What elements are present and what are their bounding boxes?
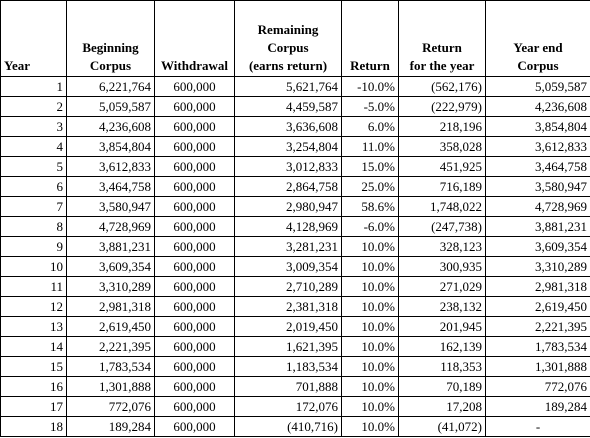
cell-return-for-year: 17,208 xyxy=(399,397,486,417)
cell-return-for-year: 238,132 xyxy=(399,297,486,317)
cell-remaining-corpus: 2,381,318 xyxy=(235,297,342,317)
header-withdrawal: Withdrawal xyxy=(155,1,235,77)
cell-withdrawal: 600,000 xyxy=(155,157,235,177)
cell-year-end-corpus: 4,728,969 xyxy=(486,197,590,217)
cell-year: 10 xyxy=(1,257,67,277)
cell-return-for-year: 300,935 xyxy=(399,257,486,277)
cell-year-end-corpus: 3,612,833 xyxy=(486,137,590,157)
cell-remaining-corpus: 172,076 xyxy=(235,397,342,417)
cell-return-for-year: 218,196 xyxy=(399,117,486,137)
cell-withdrawal: 600,000 xyxy=(155,217,235,237)
cell-remaining-corpus: 5,621,764 xyxy=(235,77,342,97)
cell-year-end-corpus: 2,619,450 xyxy=(486,297,590,317)
cell-year-end-corpus: 3,881,231 xyxy=(486,217,590,237)
cell-year: 12 xyxy=(1,297,67,317)
cell-return-for-year: (562,176) xyxy=(399,77,486,97)
cell-year: 5 xyxy=(1,157,67,177)
table-row xyxy=(1,317,590,337)
cell-withdrawal: 600,000 xyxy=(155,357,235,377)
cell-beginning-corpus: 1,301,888 xyxy=(67,377,155,397)
table-row xyxy=(1,377,590,397)
cell-return-for-year: 118,353 xyxy=(399,357,486,377)
cell-return-for-year: 1,748,022 xyxy=(399,197,486,217)
table-row xyxy=(1,297,590,317)
table-row xyxy=(1,177,590,197)
table-row xyxy=(1,217,590,237)
cell-year: 15 xyxy=(1,357,67,377)
cell-year: 6 xyxy=(1,177,67,197)
cell-withdrawal: 600,000 xyxy=(155,137,235,157)
cell-year-end-corpus: 1,783,534 xyxy=(486,337,590,357)
cell-return-for-year: 716,189 xyxy=(399,177,486,197)
table-row xyxy=(1,237,590,257)
cell-return: 10.0% xyxy=(342,397,399,417)
cell-year-end-corpus: 2,981,318 xyxy=(486,277,590,297)
cell-year: 11 xyxy=(1,277,67,297)
cell-return: 10.0% xyxy=(342,357,399,377)
cell-beginning-corpus: 6,221,764 xyxy=(67,77,155,97)
cell-return-for-year: (222,979) xyxy=(399,97,486,117)
cell-remaining-corpus: 2,710,289 xyxy=(235,277,342,297)
cell-return: -5.0% xyxy=(342,97,399,117)
cell-return: 11.0% xyxy=(342,137,399,157)
cell-withdrawal: 600,000 xyxy=(155,177,235,197)
cell-beginning-corpus: 3,580,947 xyxy=(67,197,155,217)
table-row xyxy=(1,77,590,97)
cell-return-for-year: 271,029 xyxy=(399,277,486,297)
header-return: Return xyxy=(342,1,399,77)
cell-return: 10.0% xyxy=(342,317,399,337)
cell-beginning-corpus: 3,609,354 xyxy=(67,257,155,277)
cell-year-end-corpus: 3,310,289 xyxy=(486,257,590,277)
cell-return: 10.0% xyxy=(342,237,399,257)
cell-return: 10.0% xyxy=(342,257,399,277)
cell-year: 18 xyxy=(1,417,67,437)
cell-remaining-corpus: 3,009,354 xyxy=(235,257,342,277)
cell-year-end-corpus: 3,609,354 xyxy=(486,237,590,257)
header-year-end-corpus: Year end Corpus xyxy=(486,1,590,77)
cell-return: 15.0% xyxy=(342,157,399,177)
cell-year: 17 xyxy=(1,397,67,417)
table-row xyxy=(1,137,590,157)
table-row xyxy=(1,257,590,277)
table-row xyxy=(1,157,590,177)
cell-year: 8 xyxy=(1,217,67,237)
table-row xyxy=(1,337,590,357)
header-remaining-corpus: Remaining Corpus (earns return) xyxy=(235,1,342,77)
cell-remaining-corpus: 1,621,395 xyxy=(235,337,342,357)
cell-return-for-year: 328,123 xyxy=(399,237,486,257)
cell-year-end-corpus: 3,854,804 xyxy=(486,117,590,137)
table-row xyxy=(1,397,590,417)
cell-withdrawal: 600,000 xyxy=(155,97,235,117)
cell-withdrawal: 600,000 xyxy=(155,277,235,297)
cell-beginning-corpus: 4,236,608 xyxy=(67,117,155,137)
cell-beginning-corpus: 2,981,318 xyxy=(67,297,155,317)
cell-beginning-corpus: 3,464,758 xyxy=(67,177,155,197)
cell-year-end-corpus: 3,464,758 xyxy=(486,157,590,177)
cell-return: 25.0% xyxy=(342,177,399,197)
header-beginning-corpus: Beginning Corpus xyxy=(67,1,155,77)
cell-return: 10.0% xyxy=(342,377,399,397)
cell-return: 6.0% xyxy=(342,117,399,137)
cell-remaining-corpus: 4,128,969 xyxy=(235,217,342,237)
cell-remaining-corpus: 3,281,231 xyxy=(235,237,342,257)
cell-beginning-corpus: 772,076 xyxy=(67,397,155,417)
cell-return: 10.0% xyxy=(342,297,399,317)
cell-beginning-corpus: 2,221,395 xyxy=(67,337,155,357)
cell-year-end-corpus: 2,221,395 xyxy=(486,317,590,337)
cell-beginning-corpus: 3,612,833 xyxy=(67,157,155,177)
cell-remaining-corpus: 2,980,947 xyxy=(235,197,342,217)
table-body xyxy=(1,77,590,437)
cell-return: -10.0% xyxy=(342,77,399,97)
cell-return: 10.0% xyxy=(342,417,399,437)
cell-year: 3 xyxy=(1,117,67,137)
table-row xyxy=(1,117,590,137)
header-year: Year xyxy=(1,1,67,77)
cell-year-end-corpus: 3,580,947 xyxy=(486,177,590,197)
cell-withdrawal: 600,000 xyxy=(155,237,235,257)
cell-return-for-year: 70,189 xyxy=(399,377,486,397)
cell-remaining-corpus: 2,864,758 xyxy=(235,177,342,197)
table-row xyxy=(1,417,590,437)
cell-withdrawal: 600,000 xyxy=(155,337,235,357)
cell-year: 1 xyxy=(1,77,67,97)
cell-remaining-corpus: 3,254,804 xyxy=(235,137,342,157)
cell-year-end-corpus: - xyxy=(486,417,590,437)
cell-year-end-corpus: 5,059,587 xyxy=(486,77,590,97)
cell-remaining-corpus: 4,459,587 xyxy=(235,97,342,117)
header-row xyxy=(1,1,590,77)
cell-return-for-year: 201,945 xyxy=(399,317,486,337)
cell-year: 4 xyxy=(1,137,67,157)
cell-withdrawal: 600,000 xyxy=(155,417,235,437)
cell-return-for-year: (41,072) xyxy=(399,417,486,437)
cell-beginning-corpus: 189,284 xyxy=(67,417,155,437)
cell-withdrawal: 600,000 xyxy=(155,117,235,137)
cell-withdrawal: 600,000 xyxy=(155,297,235,317)
cell-year: 16 xyxy=(1,377,67,397)
cell-return: 58.6% xyxy=(342,197,399,217)
cell-remaining-corpus: 2,019,450 xyxy=(235,317,342,337)
cell-remaining-corpus: 701,888 xyxy=(235,377,342,397)
cell-remaining-corpus: (410,716) xyxy=(235,417,342,437)
cell-return-for-year: 358,028 xyxy=(399,137,486,157)
cell-year-end-corpus: 4,236,608 xyxy=(486,97,590,117)
header-return-for-year: Return for the year xyxy=(399,1,486,77)
cell-beginning-corpus: 1,783,534 xyxy=(67,357,155,377)
cell-year: 14 xyxy=(1,337,67,357)
cell-return: 10.0% xyxy=(342,337,399,357)
table-row xyxy=(1,97,590,117)
cell-withdrawal: 600,000 xyxy=(155,197,235,217)
cell-year: 2 xyxy=(1,97,67,117)
cell-withdrawal: 600,000 xyxy=(155,397,235,417)
cell-withdrawal: 600,000 xyxy=(155,257,235,277)
cell-return-for-year: 162,139 xyxy=(399,337,486,357)
cell-beginning-corpus: 4,728,969 xyxy=(67,217,155,237)
cell-remaining-corpus: 3,012,833 xyxy=(235,157,342,177)
cell-remaining-corpus: 1,183,534 xyxy=(235,357,342,377)
cell-remaining-corpus: 3,636,608 xyxy=(235,117,342,137)
cell-beginning-corpus: 3,881,231 xyxy=(67,237,155,257)
cell-year: 7 xyxy=(1,197,67,217)
cell-year-end-corpus: 189,284 xyxy=(486,397,590,417)
cell-withdrawal: 600,000 xyxy=(155,77,235,97)
cell-withdrawal: 600,000 xyxy=(155,317,235,337)
cell-return-for-year: 451,925 xyxy=(399,157,486,177)
cell-year: 13 xyxy=(1,317,67,337)
cell-beginning-corpus: 3,310,289 xyxy=(67,277,155,297)
table-row xyxy=(1,277,590,297)
cell-withdrawal: 600,000 xyxy=(155,377,235,397)
cell-beginning-corpus: 3,854,804 xyxy=(67,137,155,157)
cell-year-end-corpus: 772,076 xyxy=(486,377,590,397)
cell-return-for-year: (247,738) xyxy=(399,217,486,237)
cell-year-end-corpus: 1,301,888 xyxy=(486,357,590,377)
table-row xyxy=(1,197,590,217)
table-row xyxy=(1,357,590,377)
cell-return: 10.0% xyxy=(342,277,399,297)
cell-return: -6.0% xyxy=(342,217,399,237)
cell-year: 9 xyxy=(1,237,67,257)
cell-beginning-corpus: 5,059,587 xyxy=(67,97,155,117)
cell-beginning-corpus: 2,619,450 xyxy=(67,317,155,337)
